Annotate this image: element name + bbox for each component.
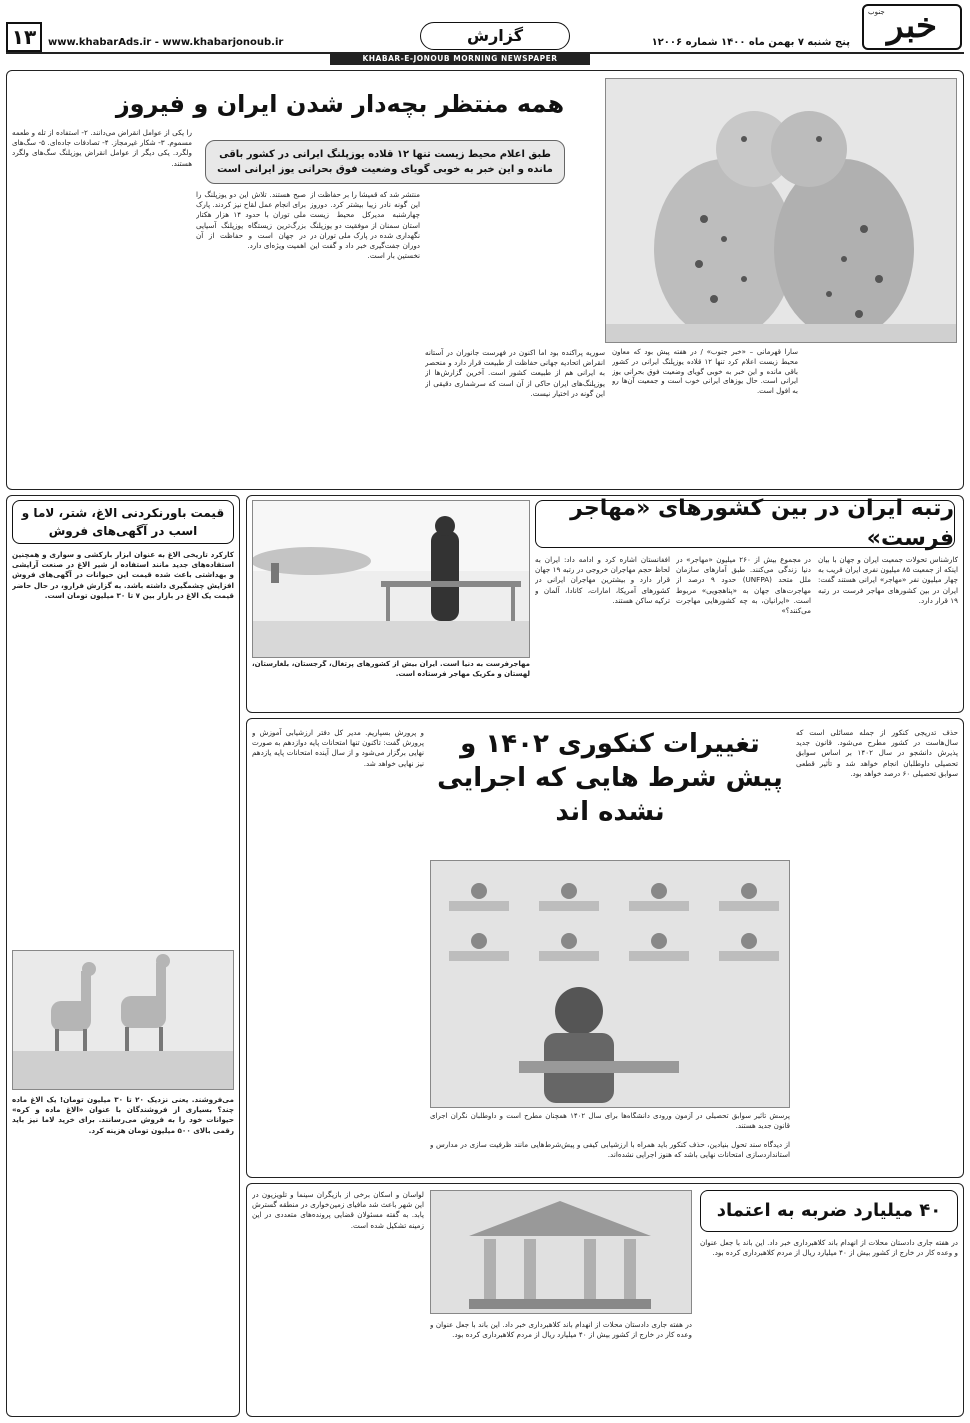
migration-column-c: افغانستان اشاره کرد و ادامه داد: ایران به لحاظ حجم مهاجران خروجی در رتبه ۱۹ جهان قرار دارد و بیشترین مهاجران ایرانی در کشورهای آمریکا، امارات، کانادا، آلمان و ترکیه ساکن هستند. — [535, 555, 670, 605]
cheetah-column-d: را یکی از عوامل انقراض می‌دانند. ۲- استفاده از تله و طعمه مسموم. ۳- شکار غیرمجاز. ۴- تصادفات جاده‌ای. ۵- سگ‌های ولگرد. یکی دیگر از عوامل انقراض یوزپلنگ سگ‌های ولگرد هستند. — [12, 128, 192, 168]
story-konkur-headline: تغییرات کنکوری ۱۴۰۲ و پیش شرط هایی که اجرایی نشده اند — [437, 729, 783, 827]
migration-column-a: کارشناس تحولات جمعیت ایران و جهان با بیان اینکه از جمعیت ۸۵ میلیون نفری ایران قریب به چهار میلیون نفر «مهاجر» ایرانی هستند گفت: ایران در بین کشورهای مهاجر فرست در رتبه ۱۹ قرار دارد. — [818, 555, 958, 605]
cheetah-caption: سارا قهرمانی – «خبر جنوب» / در هفته پیش بود که معاون محیط زیست اعلام کرد تنها ۱۲ قلاده یوزپلنگ ایرانی در کشور باقی مانده و این خبر به خوبی گویای وضعیت فوق بحرانی یوز ایرانی است. حال یوزهای ایرانی خوب است و جمعیت آن‌ها رو به افول است. — [612, 348, 798, 396]
story-fraud-headline: ۴۰ میلیارد ضربه به اعتماد — [700, 1190, 958, 1232]
llama-photo — [12, 950, 234, 1090]
website-links[interactable]: www.khabarAds.ir - www.khabarjonoub.ir — [48, 37, 284, 48]
cheetah-column-b: منتشر شد که قمیشا را بر حفاظت از این گونه نادر زیبا بیشتر کرد. دوروز چهارشنبه مدیرکل محیط زیست استان سمنان از موفقیت دو یوزپلنگ نگهداری شده در پارک ملی توران در دوران جفت‌گیری خبر داد و گفت این نخستین بار است. — [310, 190, 420, 261]
masthead-band: KHABAR-E-JONOUB MORNING NEWSPAPER — [330, 53, 590, 65]
cheetah-column-c: صبح هستند. تلاش این دو یوزپلنگ را برای انجام عمل لقاح نیز کردند. پارک ملی توران با حدود ۱۴ هزار هکتار بزرگ‌ترین زیستگاه یوزپلنگ آسیایی در جهان است و حفاظت از آن اهمیت ویژه‌ای دارد. — [196, 190, 306, 251]
airport-illustration — [252, 501, 529, 658]
konkur-column-b: از دیدگاه سند تحول بنیادین، حذف کنکور باید همراه با ارزشیابی کیفی و پیش‌شرط‌هایی مانند ظرفیت سازی در مدارس و استانداردسازی امتحانات نهایی باشد که هنوز اجرایی نشده‌اند. — [430, 1140, 790, 1160]
migration-column-b: در مجموع بیش از ۲۶۰ میلیون «مهاجر» در دنیا زندگی می‌کنند. طبق آمارهای سازمان ملل متحد (UNFPA) حدود ۹ درصد از مهاجرت‌های جهان به «پناهجویی» مربوط است. «ایرانیان، به چه کشورهایی مهاجرت می‌کنند؟» — [676, 555, 811, 616]
story-cheetah-subhead: طبق اعلام محیط زیست تنها ۱۲ قلاده یوزپلنگ ایرانی در کشور باقی مانده و این خبر به خوبی گویای وضعیت فوق بحرانی یوز ایرانی است — [205, 140, 565, 184]
newspaper-logo — [862, 4, 962, 50]
section-title: گزارش — [420, 22, 570, 50]
konkur-column-c: و پرورش بسپاریم. مدیر کل دفتر ارزشیابی آموزش و پرورش گفت: تاکنون تنها امتحانات پایه دوازدهم به صورت نهایی برگزار می‌شود و از سال آینده امتحانات پایه یازدهم نیز نهایی خواهد شد. — [252, 728, 424, 768]
cheetah-illustration — [605, 79, 956, 343]
livestock-body: کارکرد تاریخی الاغ به عنوان ابزار بارکشی و سواری و همچنین استفاده‌های جدید مانند استفاده از شیر الاغ در صنعت آرایشی و بهداشتی باعث شده قیمت این حیوانات در آگهی‌های فروش افزایش چشمگیری داشته باشد. به گزارش فرارو، در حال حاضر قیمت یک الاغ در بازار بین ۷ تا ۳۰ میلیون تومان است. — [12, 550, 234, 600]
story-migration-headline: رتبه ایران در بین کشورهای «مهاجر فرست» — [535, 500, 955, 548]
cheetah-column-a: سوریه پراکنده بود اما اکنون در فهرست جانوران در آستانه انقراض اتحادیه جهانی حفاظت از طبیعت قرار دارد و منحصر به ایرانی هم از طبیعت کشور است. آخرین گزارش‌ها از یوزپلنگ‌های ایران حاکی از آن است که سرشماری دقیقی از این گونه در اختیار نیست. — [425, 348, 605, 398]
fraud-body: در هفته جاری دادستان محلات از انهدام باند کلاهبرداری خبر داد. این باند با جعل عنوان و وعده کار در خارج از کشور بیش از ۴۰ میلیارد ریال از مردم کلاهبرداری کرده بود. — [700, 1238, 958, 1258]
exam-photo — [430, 860, 790, 1108]
logo-text: خبر — [886, 6, 938, 47]
airport-photo — [252, 500, 530, 658]
page-number: ۱۳ — [6, 22, 42, 52]
exam-illustration — [430, 861, 789, 1108]
cheetah-photo — [605, 78, 957, 343]
llama-illustration — [12, 951, 233, 1090]
konkur-column-a: حذف تدریجی کنکور از جمله مسائلی است که سال‌هاست در کشور مطرح می‌شود. قانون جدید پذیرش دانشجو در سال ۱۴۰۲ بر اساس سوابق تحصیلی داوطلبان انجام خواهد شد و تأثیر قطعی سوابق تحصیلی ۶۰ درصد خواهد بود. — [796, 728, 958, 778]
issue-date: پنج شنبه ۷ بهمن ماه ۱۴۰۰ شماره ۱۲۰۰۶ — [651, 37, 850, 48]
logo-small-text: جنوب — [868, 8, 885, 16]
migration-caption: مهاجرفرست به دنیا است. ایران بیش از کشورهای پرتغال، گرجستان، بلغارستان، لهستان و مکزیک مهاجر فرستاده است. — [252, 660, 530, 678]
fraud-body-3: در هفته جاری دادستان محلات از انهدام باند کلاهبرداری خبر داد. این باند با جعل عنوان و وعده کار در خارج از کشور بیش از ۴۰ میلیارد ریال از مردم کلاهبرداری کرده بود. — [430, 1320, 692, 1340]
konkur-caption: پرسش تأثیر سوابق تحصیلی در آزمون ورودی دانشگاه‌ها برای سال ۱۴۰۲ همچنان مطرح است و داوطلبان نگران اجرای قانون جدید هستند. — [430, 1112, 790, 1130]
fraud-body-2: لواسان و اسکان برخی از بازیگران سینما و تلویزیون در این شهر باعث شد مافیای زمین‌خواری در منطقه گسترش یابد. به گفته مسئولان قضایی پرونده‌های متعددی در این زمینه تشکیل شده است. — [252, 1190, 424, 1230]
fraud-photo — [430, 1190, 692, 1314]
story-cheetah-headline: همه منتظر بچه‌دار شدن ایران و فیروز — [115, 90, 565, 118]
story-livestock-headline: قیمت باورنکردنی الاغ، شتر، لاما و اسب در آگهی‌های فروش — [12, 500, 234, 544]
livestock-body-2: می‌فروشند. یعنی نزدیک ۲۰ تا ۳۰ میلیون تومان! یک الاغ ماده چند؟ بسیاری از فروشندگان با عنوان «الاغ ماده و کره» حیوانات خود را به فروش می‌رسانند. برای خرید لاما نیز باید رقمی بالای ۵۰۰ میلیون تومان هزینه کرد. — [12, 1095, 234, 1135]
courthouse-illustration — [430, 1191, 691, 1314]
